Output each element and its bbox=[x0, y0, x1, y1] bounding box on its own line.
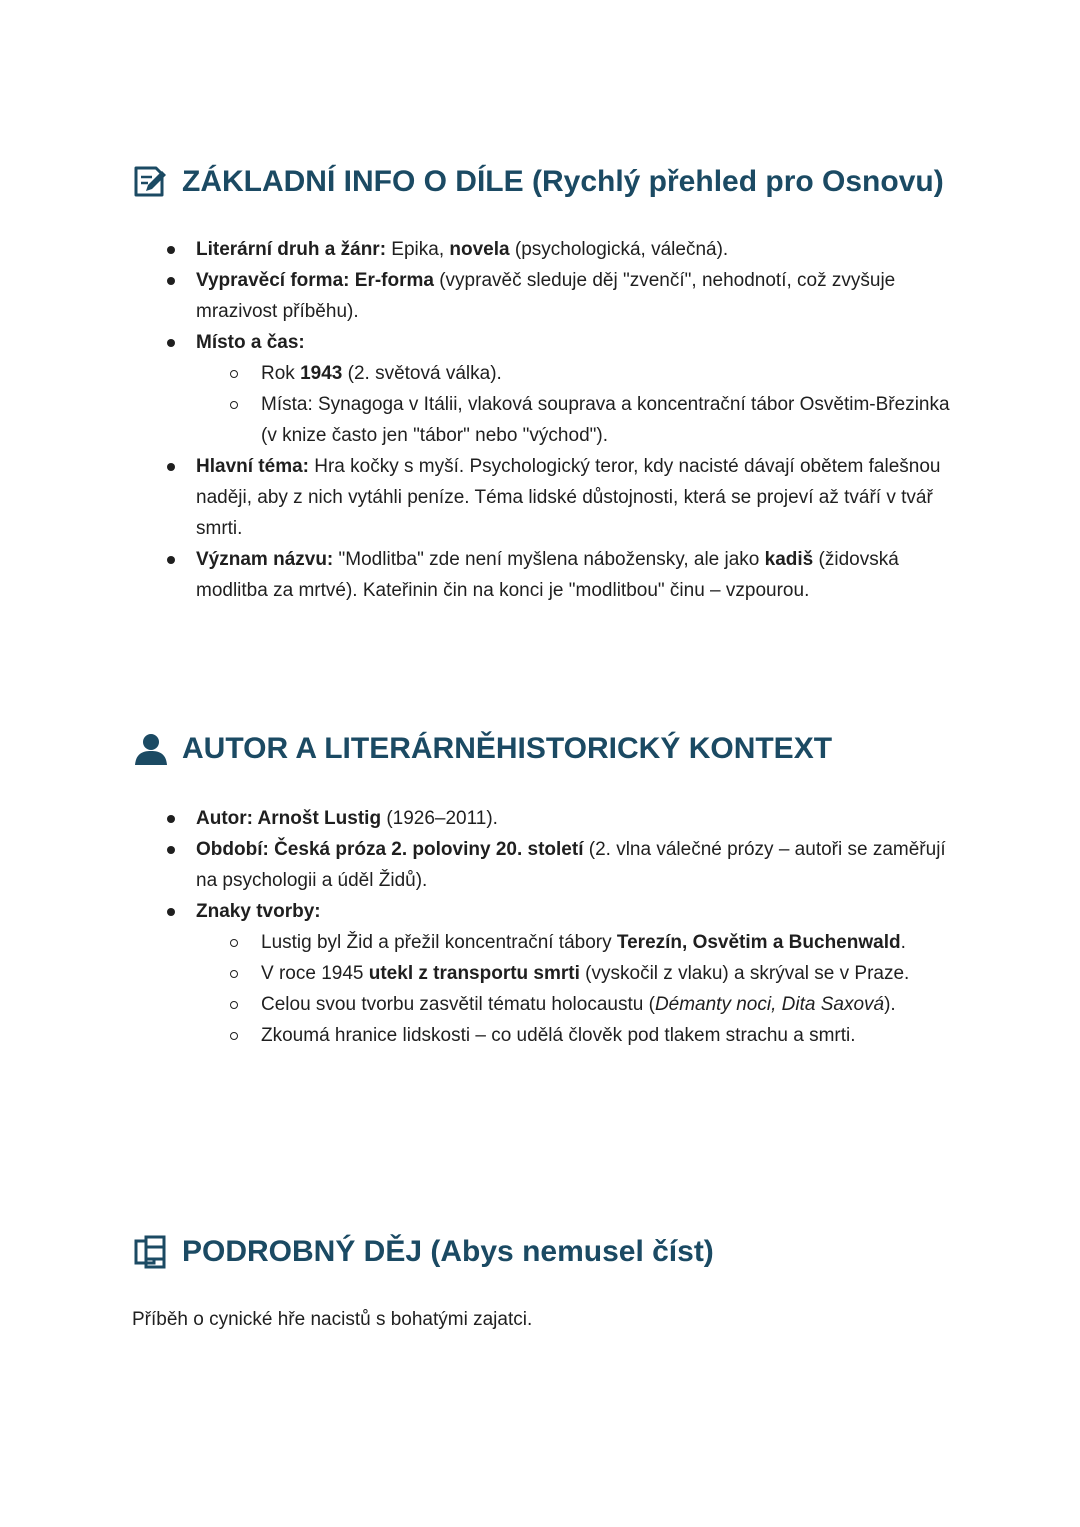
list-item: Hlavní téma: Hra kočky s myší. Psychologický teror, kdy nacisté dávají obětem falešnou naději, aby z nich vytáhli peníze. Téma lidské důstojnosti, která se projeví až tváří v tvář smrti. bbox=[132, 451, 962, 544]
section-author bbox=[132, 731, 962, 1051]
list-item: Význam názvu: "Modlitba" zde není myšlena nábožensky, ale jako kadiš (židovská modlitba za mrtvé). Kateřinin čin na konci je "modlitbou" činu – vzpourou. bbox=[132, 544, 962, 606]
memo-pencil-icon bbox=[132, 165, 170, 199]
sub-list-item: Celou svou tvorbu zasvětil tématu holocaustu (Démanty noci, Dita Saxová). bbox=[132, 989, 962, 1020]
section-heading-basic-info bbox=[132, 164, 962, 200]
section-title: ZÁKLADNÍ INFO O DÍLE (Rychlý přehled pro Osnovu) bbox=[182, 165, 944, 198]
list-item: Autor: Arnošt Lustig (1926–2011). bbox=[132, 803, 962, 834]
copy-pages-icon bbox=[132, 1235, 170, 1269]
person-silhouette-icon bbox=[132, 732, 170, 766]
sub-list-item: Zkoumá hranice lidskosti – co udělá člověk pod tlakem strachu a smrti. bbox=[132, 1020, 962, 1051]
list-item: Vypravěcí forma: Er-forma (vypravěč sleduje děj "zvenčí", nehodnotí, což zvyšuje mrazivost příběhu). bbox=[132, 265, 962, 327]
section-heading-author bbox=[132, 731, 962, 767]
info-list bbox=[132, 234, 962, 606]
sub-list-item: Místa: Synagoga v Itálii, vlaková souprava a koncentrační tábor Osvětim-Březinka (v knize často jen "tábor" nebo "východ"). bbox=[132, 389, 962, 451]
section-title: PODROBNÝ DĚJ (Abys nemusel číst) bbox=[182, 1235, 714, 1268]
list-item: Znaky tvorby: Lustig byl Žid a přežil koncentrační tábory Terezín, Osvětim a Buchenwald. V roce 1945 utekl z transportu smrti (vyskočil z vlaku) a skrýval se v Praze. Celou svou tvorbu zasvětil tématu holocaustu (Démanty noci, Dita Saxová). Zkoumá hranice lidskosti – co udělá člověk pod tlakem strachu a smrti. bbox=[132, 896, 962, 1051]
list-item: Období: Česká próza 2. poloviny 20. století (2. vlna válečné prózy – autoři se zaměřují na psychologii a úděl Židů). bbox=[132, 834, 962, 896]
author-list bbox=[132, 803, 962, 1051]
section-title: AUTOR A LITERÁRNĚHISTORICKÝ KONTEXT bbox=[182, 732, 833, 765]
sub-list-item: V roce 1945 utekl z transportu smrti (vyskočil z vlaku) a skrýval se v Praze. bbox=[132, 958, 962, 989]
section-heading-plot bbox=[132, 1234, 962, 1270]
section-plot bbox=[132, 1234, 962, 1335]
sub-list-item: Rok 1943 (2. světová válka). bbox=[132, 358, 962, 389]
section-basic-info bbox=[132, 164, 962, 606]
list-item: Místo a čas: Rok 1943 (2. světová válka). Místa: Synagoga v Itálii, vlaková souprava a koncentrační tábor Osvětim-Březinka (v knize často jen "tábor" nebo "východ"). bbox=[132, 327, 962, 451]
sub-list bbox=[196, 358, 962, 451]
plot-summary: Příběh o cynické hře nacistů s bohatými zajatci. bbox=[132, 1309, 533, 1330]
sub-list-item: Lustig byl Žid a přežil koncentrační tábory Terezín, Osvětim a Buchenwald. bbox=[132, 927, 962, 958]
sub-list bbox=[196, 927, 962, 1051]
list-item: Literární druh a žánr: Epika, novela (psychologická, válečná). bbox=[132, 234, 962, 265]
